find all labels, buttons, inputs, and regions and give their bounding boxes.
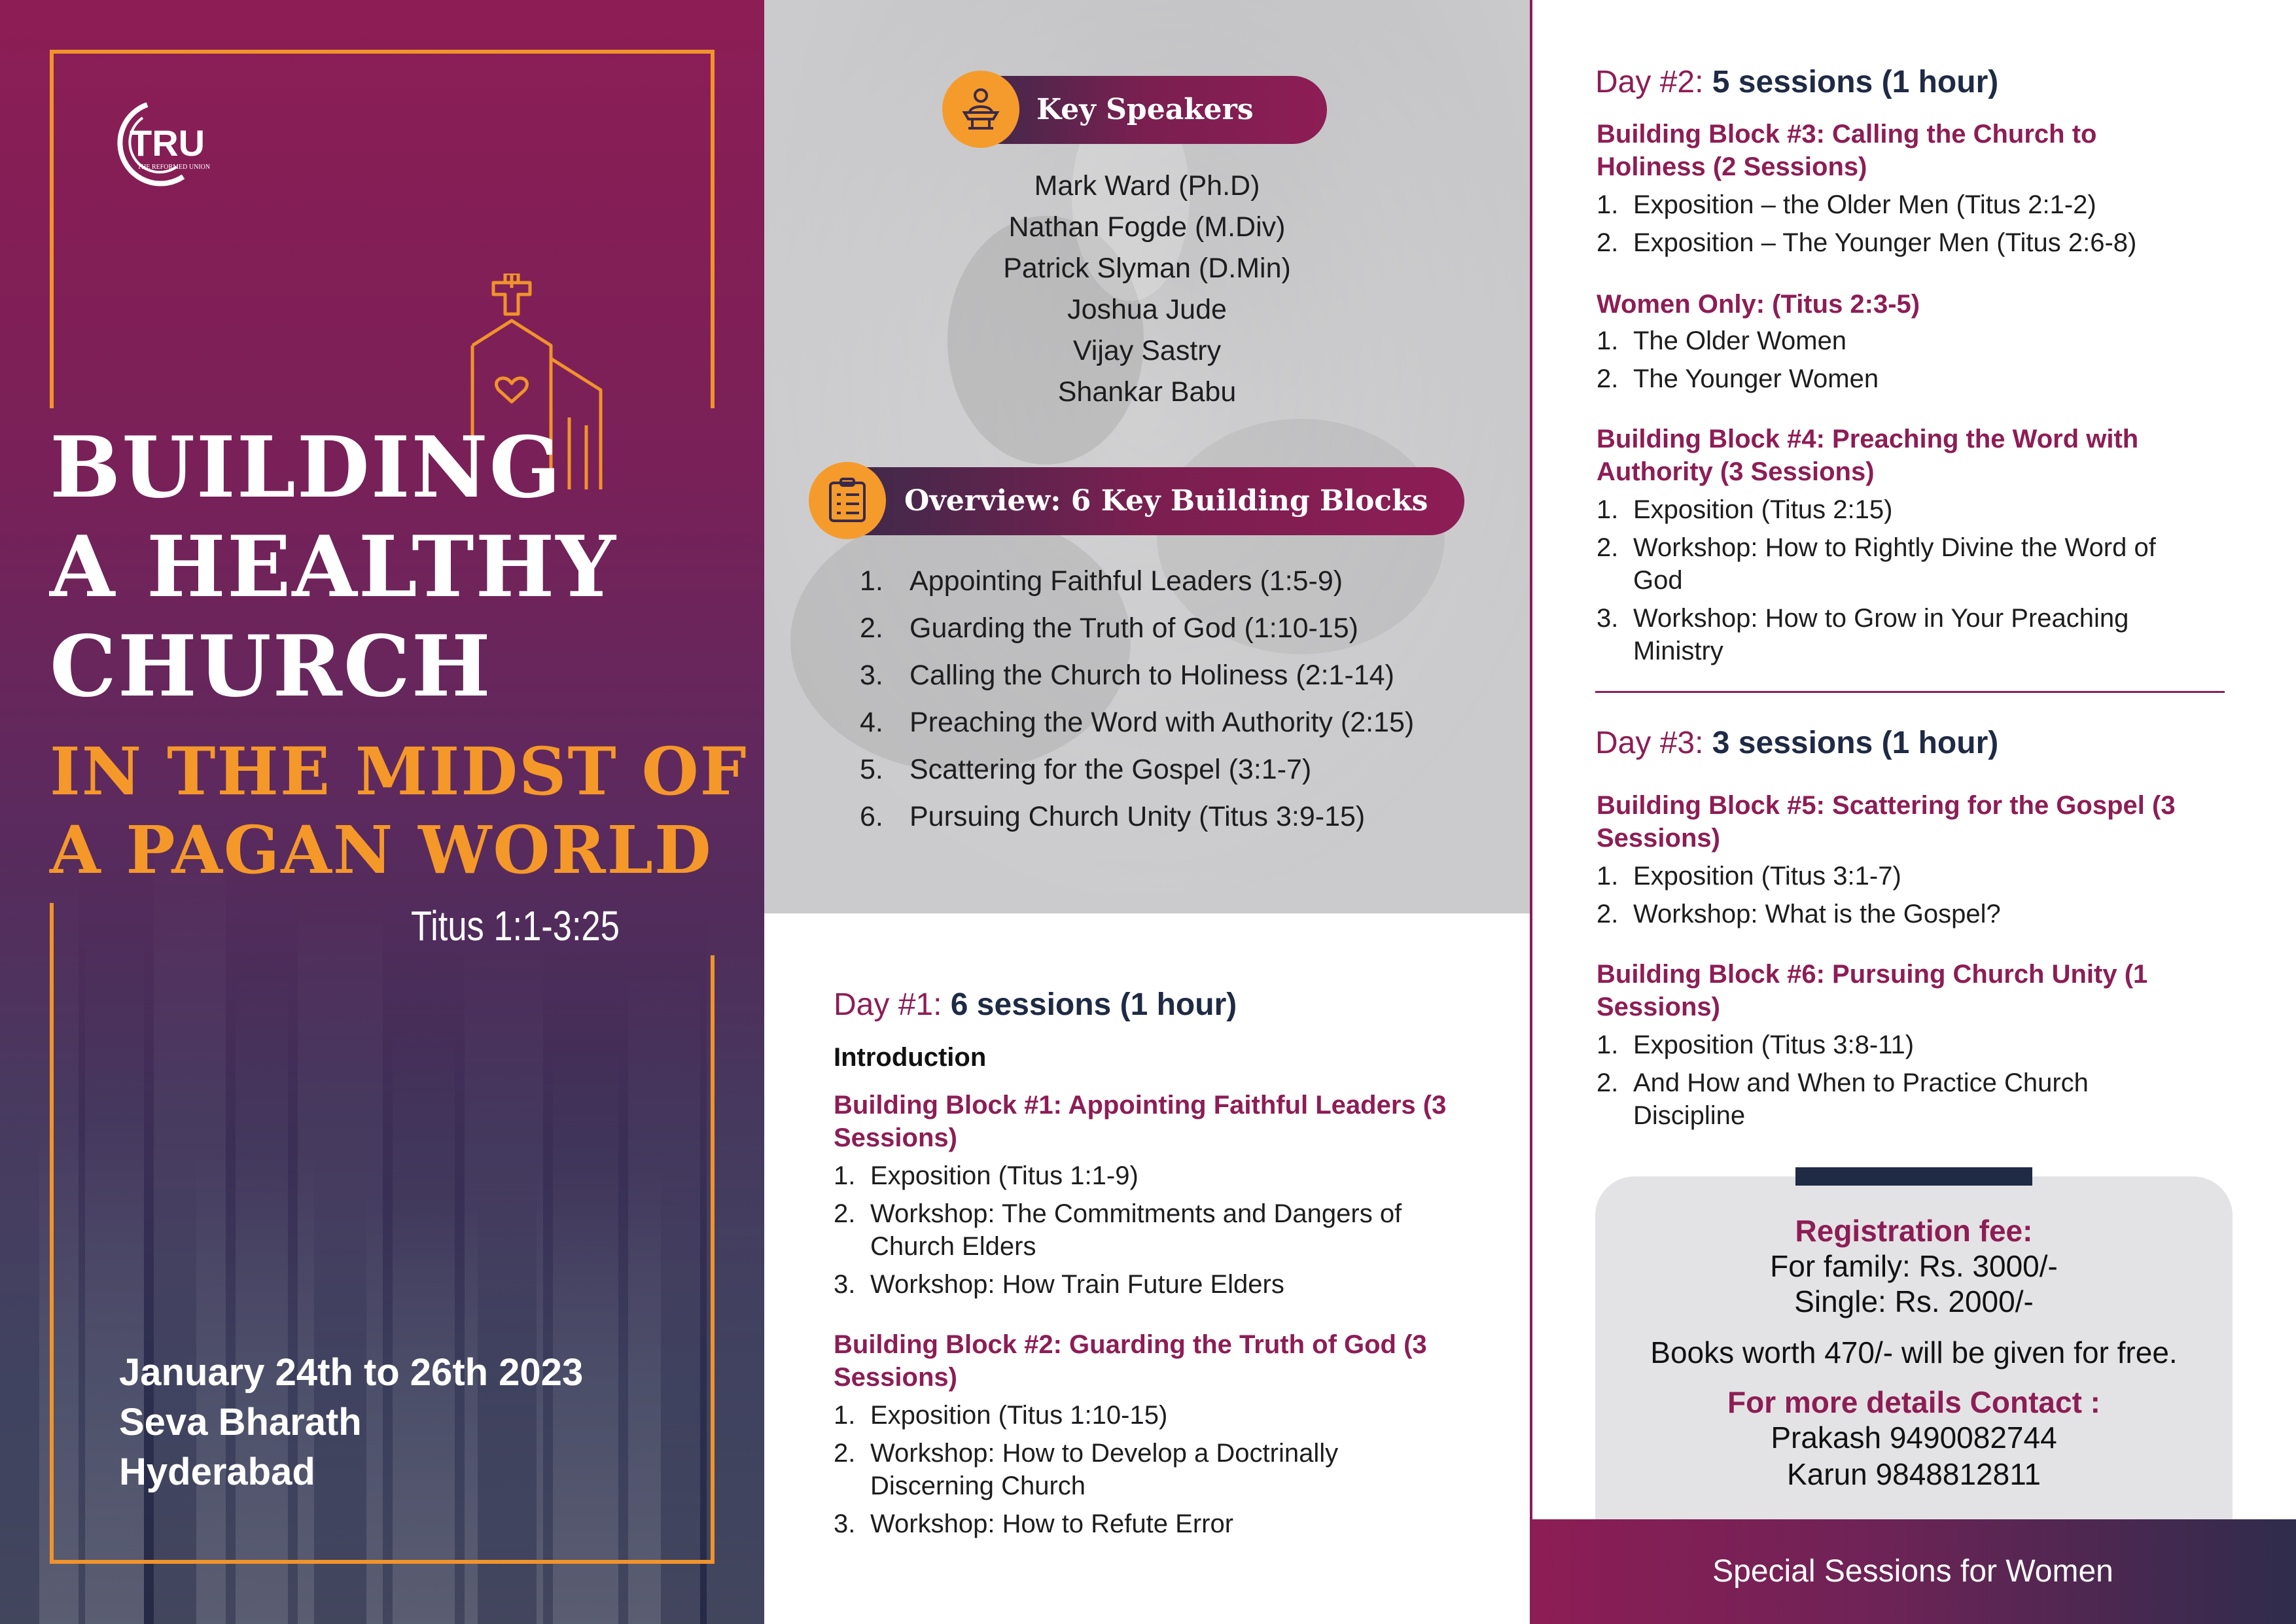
block1-title: Building Block #1: Appointing Faithful Leaders (3 Sessions) [834,1091,1447,1152]
women-only-title: Women Only: (Titus 2:3-5) [1597,290,1920,319]
column-divider [1530,0,1532,1624]
key-speakers-heading: Key Speakers [1036,93,1254,126]
title-line-1: BUILDING [50,419,562,517]
scripture-reference: Titus 1:1-3:25 [411,902,620,949]
day1-introduction: Introduction [834,1043,987,1072]
speaker-name: Nathan Fogde (M.Div) [1008,211,1286,243]
registration-family-fee: For family: Rs. 3000/- [1770,1249,2058,1283]
block5-item: 1. Exposition (Titus 3:1-7) [1597,862,1901,891]
block3-title: Building Block #3: Calling the Church to Holiness (2 Sessions) [1597,120,2097,181]
title-line-5: A PAGAN WORLD [50,811,713,889]
overview-item: 4. Preaching the Word with Authority (2:15) [860,707,1415,738]
clipboard-list-icon [809,462,886,539]
block4-item: 3. Workshop: How to Grow in Your Preaching Ministry [1597,604,2129,665]
frame-bottom-border [50,1560,715,1564]
frame-right-line-lower [711,955,715,1564]
block5-title: Building Block #5: Scattering for the Gospel (3 Sessions) [1597,791,2176,853]
registration-heading: Registration fee: [1795,1214,2033,1248]
women-only-item: 1. The Older Women [1597,327,1847,355]
speaker-name: Shankar Babu [1057,376,1237,408]
block6-item: 2. And How and When to Practice Church Discipline [1597,1068,2089,1130]
registration-single-fee: Single: Rs. 2000/- [1794,1284,2034,1318]
day2-heading: Day #2: 5 sessions (1 hour) [1595,65,1999,99]
block1-item: 3. Workshop: How Train Future Elders [834,1270,1284,1299]
block4-item: 1. Exposition (Titus 2:15) [1597,495,1893,524]
day3-heading: Day #3: 3 sessions (1 hour) [1595,726,1999,760]
event-city: Hyderabad [119,1451,315,1493]
block2-title: Building Block #2: Guarding the Truth of God (3 Sessions) [834,1330,1427,1392]
event-dates: January 24th to 26th 2023 [119,1351,584,1394]
title-line-3: CHURCH [50,618,492,716]
speaker-name: Vijay Sastry [1072,335,1222,366]
block1-item: 1. Exposition (Titus 1:1-9) [834,1161,1139,1190]
block2-item: 3. Workshop: How to Refute Error [834,1509,1234,1538]
overview-item: 5. Scattering for the Gospel (3:1-7) [860,754,1312,785]
day1-heading: Day #1: 6 sessions (1 hour) [834,987,1237,1022]
block2-item: 2. Workshop: How to Develop a Doctrinally Discerning Church [834,1439,1339,1500]
registration-accent-bar [1795,1167,2032,1186]
contact-karun: Karun 9848812811 [1787,1457,2041,1491]
logo-text: TRU [130,122,205,164]
block6-item: 1. Exposition (Titus 3:8-11) [1597,1031,1915,1059]
speaker-name: Mark Ward (Ph.D) [1034,170,1260,202]
logo-icon [85,92,262,196]
overview-item: 6. Pursuing Church Unity (Titus 3:9-15) [860,801,1366,832]
title-line-2: A HEALTHY [50,518,617,616]
overview-heading-pill [827,467,1464,535]
block4-item: 2. Workshop: How to Rightly Divine the Word of God [1597,533,2156,595]
overview-item: 1. Appointing Faithful Leaders (1:5-9) [860,565,1343,597]
women-only-item: 2. The Younger Women [1597,364,1879,393]
block3-item: 1. Exposition – the Older Men (Titus 2:1-2) [1597,190,2096,219]
frame-left-line-lower [50,903,54,1564]
overview-item: 3. Calling the Church to Holiness (2:1-14) [860,660,1394,691]
contact-heading: For more details Contact : [1727,1385,2100,1419]
women-sessions-text: Special Sessions for Women [1712,1554,2113,1589]
block5-item: 2. Workshop: What is the Gospel? [1597,900,2001,928]
event-venue: Seva Bharath [119,1401,362,1443]
speaker-name: Patrick Slyman (D.Min) [1003,253,1291,284]
overview-item: 2. Guarding the Truth of God (1:10-15) [860,612,1359,644]
title-line-4: IN THE MIDST OF [50,733,748,810]
registration-books-note: Books worth 470/- will be given for free. [1650,1335,2178,1369]
block4-title: Building Block #4: Preaching the Word with Authority (3 Sessions) [1597,425,2139,486]
speaker-podium-icon [942,71,1019,148]
block2-item: 1. Exposition (Titus 1:10-15) [834,1401,1168,1430]
block3-item: 2. Exposition – The Younger Men (Titus 2:6-8) [1597,228,2137,257]
speaker-name: Joshua Jude [1067,294,1227,325]
section-separator [1595,691,2225,693]
logo-subtitle: THE REFORMED UNION [137,164,211,171]
contact-prakash: Prakash 9490082744 [1771,1421,2057,1455]
block6-title: Building Block #6: Pursuing Church Unity (1 Sessions) [1597,960,2148,1021]
overview-heading: Overview: 6 Key Building Blocks [904,484,1428,518]
block1-item: 2. Workshop: The Commitments and Dangers of Church Elders [834,1199,1402,1261]
left-cover-panel [0,0,764,1624]
